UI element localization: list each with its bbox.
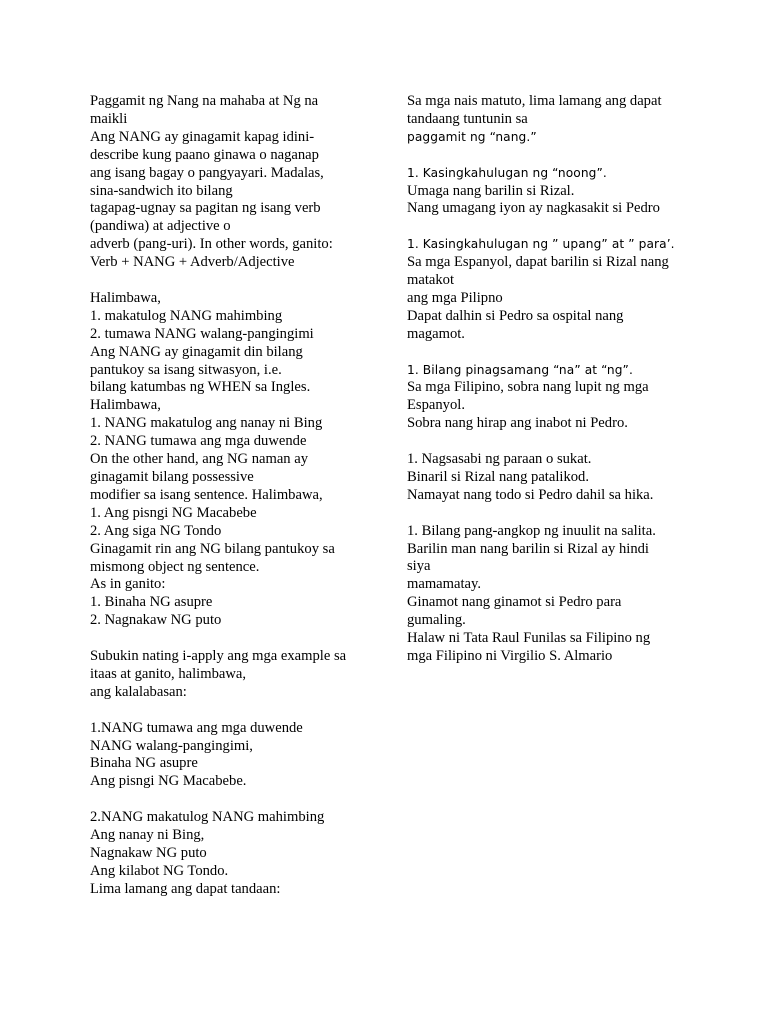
left-text-line: describe kung paano ginawa o naganap [90,146,319,163]
right-text-line: Sa mga nais matuto, lima lamang ang dapat [407,93,662,109]
right-text-line: tandaang tuntunin sa [407,110,528,127]
left-text-line: Binaha NG asupre [90,755,198,772]
left-text-line: 2. NANG tumawa ang mga duwende [90,433,307,450]
left-text-line: 1. Ang pisngi NG Macabebe [90,504,257,521]
left-text-line: Halimbawa, [90,397,161,414]
left-text-line: (pandiwa) at adjective o [90,218,231,235]
right-text-line: 1. Nagsasabi ng paraan o sukat. [407,451,592,468]
right-text-line: 1. Bilang pinagsamang “na” at “ng”. [407,362,633,377]
left-text-line: Ang NANG ay ginagamit din bilang [90,343,303,360]
left-text-line: Ang kilabot NG Tondo. [90,862,229,879]
left-text-line: adverb (pang-uri). In other words, ganito: [90,236,333,253]
right-text-line: Binaril si Rizal nang patalikod. [407,468,589,485]
left-text-line: itaas at ganito, halimbawa, [90,665,247,682]
left-text-line: tagapag-ugnay sa pagitan ng isang verb [90,200,321,217]
left-text-line: modifier sa isang sentence. Halimbawa, [90,486,323,503]
left-text-line: NANG walang-pangingimi, [90,737,253,754]
left-text-line: Halimbawa, [90,289,161,306]
right-text-line: mamamatay. [407,576,482,593]
left-text-line [90,630,380,648]
left-text-line: Ginagamit rin ang NG bilang pantukoy sa [90,540,335,557]
left-text-line: 2.NANG makatulog NANG mahimbing [90,809,325,826]
right-text-line: Barilin man nang barilin si Rizal ay hindi [407,540,649,557]
left-text-line: Verb + NANG + Adverb/Adjective [90,254,295,271]
left-text-line: Ang NANG ay ginagamit kapag idini- [90,128,315,145]
right-text-line: paggamit ng “nang.” [407,129,537,144]
left-text-line: 2. tumawa NANG walang-pangingimi [90,325,314,342]
right-text-line: Halaw ni Tata Raul Funilas sa Filipino ng [407,630,651,647]
left-text-line: 2. Ang siga NG Tondo [90,522,222,539]
right-text-line: matakot [407,272,455,289]
left-text-line: Nagnakaw NG puto [90,845,207,861]
right-text-line: Namayat nang todo si Pedro dahil sa hika. [407,486,654,503]
left-text-line: 2. Nagnakaw NG puto [90,612,222,629]
left-text-line: 1. makatulog NANG mahimbing [90,307,283,324]
left-column [90,93,380,899]
right-text-line: mga Filipino ni Virgilio S. Almario [407,648,613,665]
left-text-line: Lima lamang ang dapat tandaan: [90,880,281,897]
right-text-line: ang mga Pilipno [407,289,503,306]
right-column [407,93,697,666]
left-text-line: 1. Binaha NG asupre [90,594,213,611]
right-text-line: 1. Kasingkahulugan ng ” upang” at ” para’. [407,237,675,252]
left-text-line: On the other hand, ang NG naman ay [90,451,309,468]
left-text-line: bilang katumbas ng WHEN sa Ingles. [90,379,311,396]
left-text-line: mismong object ng sentence. [90,558,260,575]
left-text-line: Subukin nating i-apply ang mga example sa [90,648,347,665]
left-text-line: Ang nanay ni Bing, [90,827,205,844]
right-text-line: siya [407,558,431,575]
left-text-line: As in ganito: [90,576,166,593]
left-text-line: 1.NANG tumawa ang mga duwende [90,719,303,736]
left-text-line: sina-sandwich ito bilang [90,182,233,199]
left-text-line [90,272,380,290]
right-text-line: Nang umagang iyon ay nagkasakit si Pedro [407,200,660,217]
right-text-line: magamot. [407,325,465,342]
right-text-line: Sa mga Filipino, sobra nang lupit ng mga [407,379,649,396]
right-text-line [407,505,697,523]
right-text-line: 1. Kasingkahulugan ng “noong”. [407,165,607,180]
right-text-line [407,218,697,236]
left-text-line: pantukoy sa isang sitwasyon, i.e. [90,361,282,378]
right-text-line: Sobra nang hirap ang inabot ni Pedro. [407,415,628,432]
left-text-line: ang isang bagay o pangyayari. Madalas, [90,164,324,181]
left-text-line: ang kalalabasan: [90,683,187,700]
left-text-line: Ang pisngi NG Macabebe. [90,773,247,790]
left-text-line [90,791,380,809]
right-text-line [407,433,697,451]
right-text-line [407,344,697,362]
right-text-line: Sa mga Espanyol, dapat barilin si Rizal nang [407,254,669,271]
left-text-line: 1. NANG makatulog ang nanay ni Bing [90,415,323,432]
right-text-line: gumaling. [407,612,466,629]
right-text-line: Umaga nang barilin si Rizal. [407,182,575,199]
left-text-line: Paggamit ng Nang na mahaba at Ng na [90,93,319,109]
right-text-line: Dapat dalhin si Pedro sa ospital nang [407,307,624,324]
left-text-line: maikli [90,110,128,127]
left-text-line [90,702,380,720]
right-text-line: Ginamot nang ginamot si Pedro para [407,594,622,611]
right-text-line: 1. Bilang pang-angkop ng inuulit na salita. [407,522,656,539]
left-text-line: ginagamit bilang possessive [90,469,254,486]
right-text-line [407,147,697,165]
right-text-line: Espanyol. [407,397,465,414]
